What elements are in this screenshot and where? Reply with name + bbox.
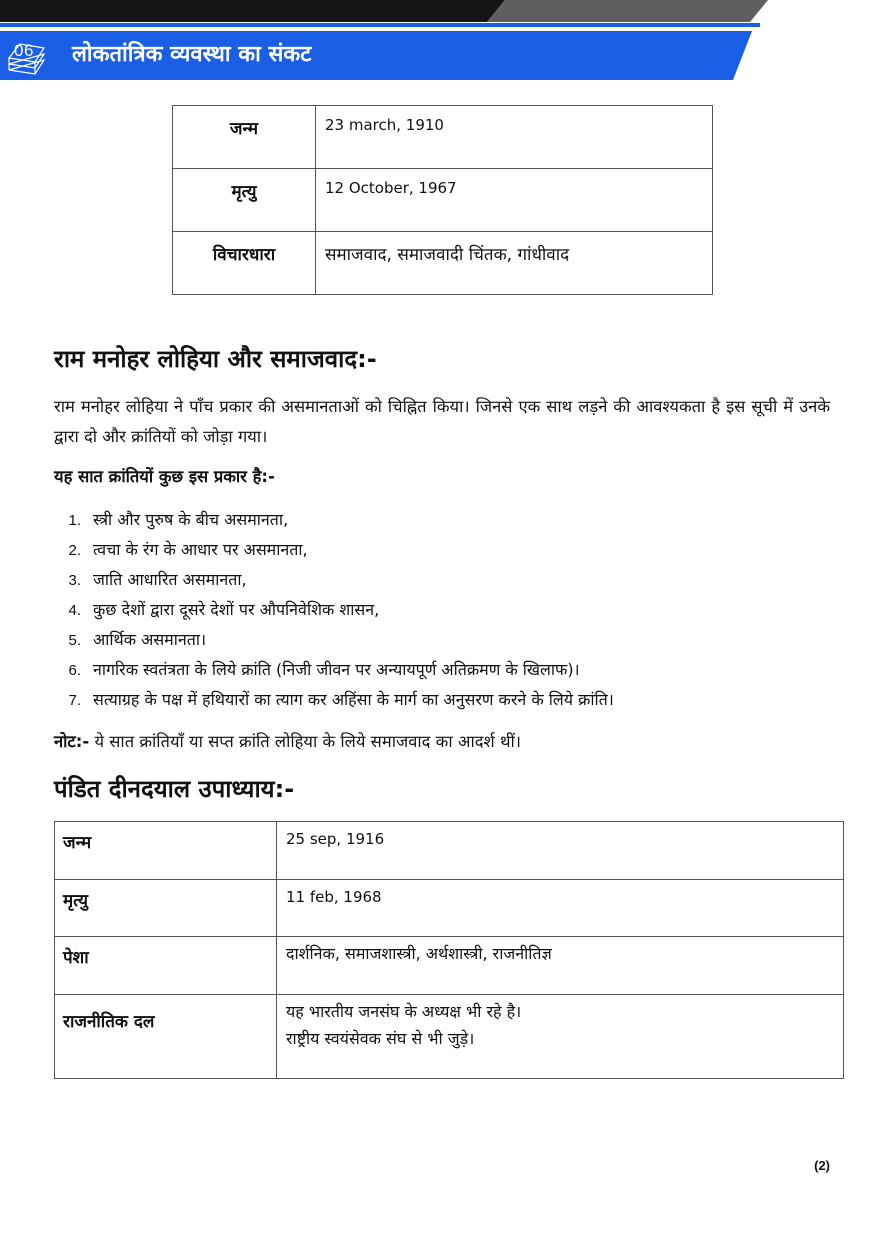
note-text: ये सात क्रांतियाँ या सप्त क्रांति लोहिया के लिये समाजवाद का आदर्श थीं। (89, 732, 522, 751)
table-row (55, 937, 844, 995)
list-item (54, 595, 854, 625)
list-item-number: 2. (68, 542, 81, 559)
lohia-paragraph: राम मनोहर लोहिया ने पाँच प्रकार की असमानताओं को चिह्नित किया। जिनसे एक साथ लड़ने की आवश्यकता है इस सूची में उनके द्वारा दो और क्रांतियों को जोड़ा गया। (54, 397, 830, 446)
table-cell-line: यह भारतीय जनसंघ के अध्यक्ष भी रहे है। (286, 1002, 522, 1021)
table-cell-value: दार्शनिक, समाजशास्त्री, अर्थशास्त्री, राजनीतिज्ञ (277, 937, 844, 995)
table-cell-value: 23 march, 1910 (316, 106, 713, 169)
list-item (54, 535, 854, 565)
list-item-number: 4. (68, 602, 81, 619)
list-item-text: कुछ देशों द्वारा दूसरे देशों पर औपनिवेशिक शासन, (93, 600, 380, 619)
list-item-number: 7. (68, 692, 81, 709)
seven-revolutions-list (54, 505, 854, 715)
list-item (54, 565, 854, 595)
table-cell-value: 11 feb, 1968 (277, 880, 844, 937)
table-cell-label: विचारधारा (173, 232, 316, 295)
list-item-text: जाति आधारित असमानता, (93, 570, 247, 589)
table-row (55, 995, 844, 1079)
list-item-text: त्वचा के रंग के आधार पर असमानता, (93, 540, 308, 559)
table-row (173, 169, 713, 232)
deendayal-section-heading: पंडित दीनदयाल उपाध्याय:- (54, 775, 295, 803)
table-cell-value: समाजवाद, समाजवादी चिंतक, गांधीवाद (316, 232, 713, 295)
list-item-number: 6. (68, 662, 81, 679)
lohia-info-table (172, 105, 713, 295)
list-item-text: नागरिक स्वतंत्रता के लिये क्रांति (निजी जीवन पर अन्यायपूर्ण अतिक्रमण के खिलाफ)। (93, 660, 580, 679)
chapter-title: लोकतांत्रिक व्यवस्था का संकट (72, 42, 312, 67)
list-item-text: सत्याग्रह के पक्ष में हथियारों का त्याग कर अहिंसा के मार्ग का अनुसरण करने के लिये क्रांति। (93, 690, 614, 709)
table-cell-label: पेशा (55, 937, 277, 995)
list-item-number: 5. (68, 632, 81, 649)
table-row (173, 232, 713, 295)
list-item (54, 505, 854, 535)
list-item-number: 3. (68, 572, 81, 589)
list-item (54, 655, 854, 685)
table-cell-label: राजनीतिक दल (55, 995, 277, 1079)
table-cell-value: 25 sep, 1916 (277, 822, 844, 880)
table-row (55, 822, 844, 880)
table-cell-label: जन्म (55, 822, 277, 880)
chapter-number: 06 (14, 41, 34, 60)
table-cell-label: मृत्यु (55, 880, 277, 937)
deendayal-info-table (54, 821, 844, 1079)
note-label: नोट:- (54, 732, 90, 751)
lohia-section-heading: राम मनोहर लोहिया और समाजवाद:- (54, 345, 377, 373)
revolutions-intro: यह सात क्रांतियों कुछ इस प्रकार है:- (54, 467, 275, 486)
table-cell-label: जन्म (173, 106, 316, 169)
table-row (173, 106, 713, 169)
list-item-number: 1. (68, 512, 81, 529)
chapter-header-banner (0, 0, 884, 84)
list-item-text: स्त्री और पुरुष के बीच असमानता, (93, 510, 289, 529)
table-cell-line: राष्ट्रीय स्वयंसेवक संघ से भी जुड़े। (286, 1029, 475, 1048)
table-cell-value (277, 995, 844, 1079)
note-line (54, 729, 521, 752)
list-item (54, 685, 854, 715)
page-number: (2) (814, 1158, 830, 1173)
list-item-text: आर्थिक असमानता। (93, 630, 207, 649)
list-item (54, 625, 854, 655)
table-cell-value: 12 October, 1967 (316, 169, 713, 232)
table-cell-label: मृत्यु (173, 169, 316, 232)
table-row (55, 880, 844, 937)
